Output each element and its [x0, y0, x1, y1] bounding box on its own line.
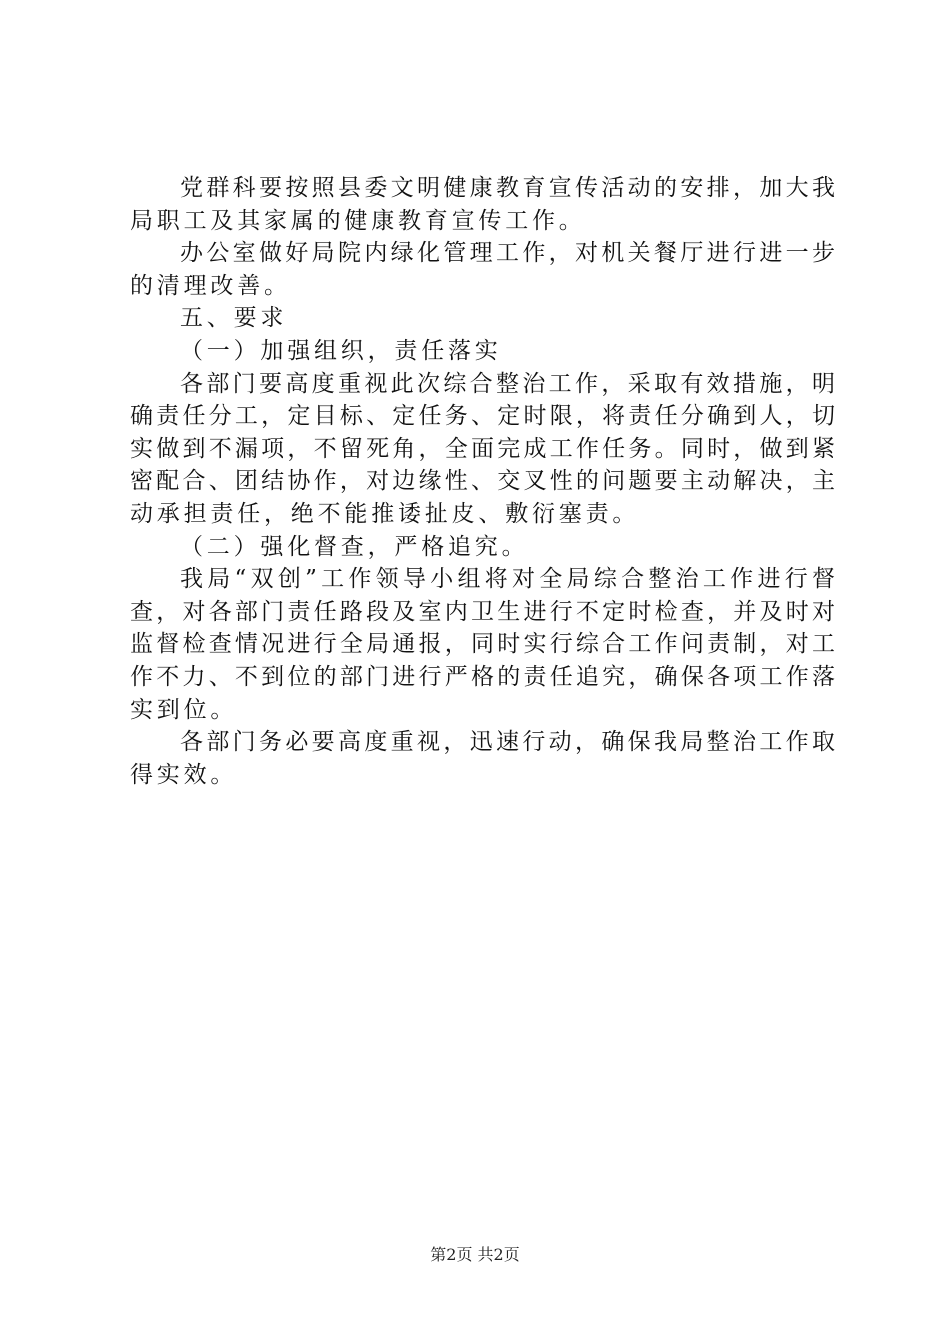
paragraph-line: 查，对各部门责任路段及室内卫生进行不定时检查，并及时对 [130, 598, 835, 625]
page-number-footer: 第2页 共2页 [430, 1245, 520, 1264]
paragraph-line: 实到位。 [130, 696, 238, 723]
subsection-heading: （一）加强组织，责任落实 [180, 337, 502, 364]
paragraph-line: 作不力、不到位的部门进行严格的责任追究，确保各项工作落 [130, 663, 835, 690]
paragraph-line: 实做到不漏项，不留死角，全面完成工作任务。同时，做到紧 [130, 435, 835, 462]
paragraph-line: 党群科要按照县委文明健康教育宣传活动的安排，加大我 [180, 175, 835, 201]
paragraph-line: 得实效。 [130, 761, 238, 788]
paragraph-line: 密配合、团结协作，对边缘性、交叉性的问题要主动解决，主 [130, 468, 835, 495]
paragraph-line: 各部门务必要高度重视，迅速行动，确保我局整治工作取 [180, 729, 835, 756]
section-heading: 五、要求 [180, 305, 288, 332]
paragraph-line: 监督检查情况进行全局通报，同时实行综合工作问责制，对工 [130, 631, 835, 658]
subsection-heading: （二）强化督查，严格追究。 [180, 533, 529, 560]
paragraph-line: 局职工及其家属的健康教育宣传工作。 [130, 207, 586, 234]
paragraph-line: 的清理改善。 [130, 272, 291, 299]
paragraph-line: 办公室做好局院内绿化管理工作，对机关餐厅进行进一步 [180, 240, 835, 267]
paragraph-line: 各部门要高度重视此次综合整治工作，采取有效措施，明 [180, 370, 835, 397]
paragraph-line: 动承担责任，绝不能推诿扯皮、敷衍塞责。 [130, 500, 640, 527]
paragraph-line: 我局“双创”工作领导小组将对全局综合整治工作进行督 [180, 566, 835, 593]
paragraph-line: 确责任分工，定目标、定任务、定时限，将责任分确到人，切 [130, 403, 835, 430]
document-body [130, 172, 835, 791]
